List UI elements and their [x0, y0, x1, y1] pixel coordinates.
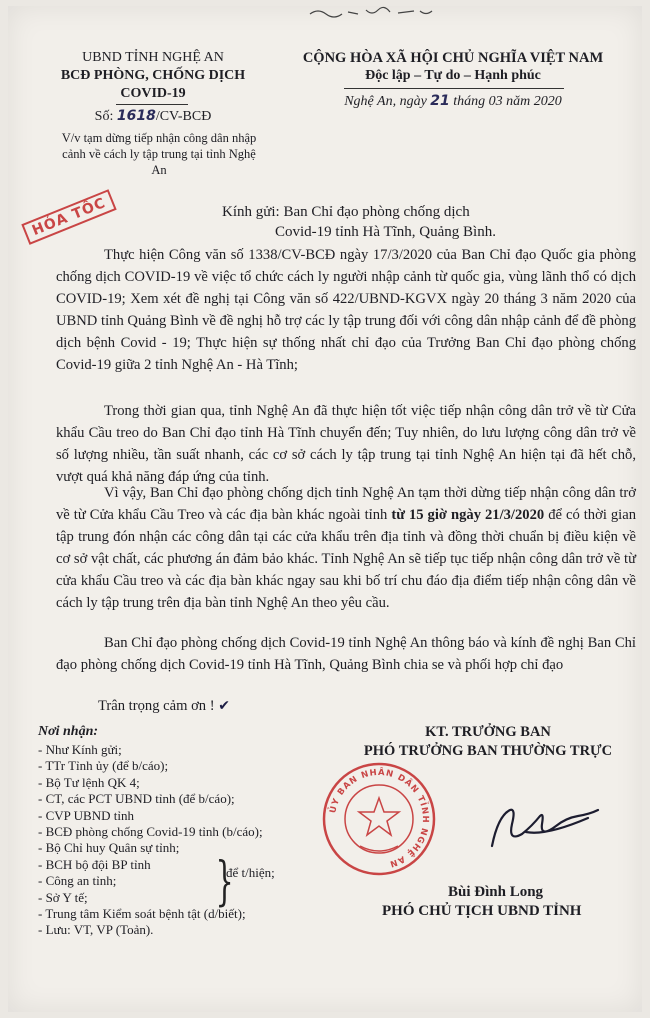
body-p3-text-b: để có thời gian tập trung đón nhận các công dân tại các cửa khẩu trên địa tỉnh và đồng thời chuẩn bị điều kiện về cơ sở vật chất, các phương án đảm bảo khác. Tỉnh Nghệ An sẽ tiếp tục tiếp nhận công dân trở về từ cửa khẩu Cầu treo và các địa bàn khác ngay sau khi bố trí chu đáo địa điểm tiếp nhận công dân về cách ly tập trung trên địa bàn tỉnh Nghệ An theo yêu cầu.	[56, 507, 636, 611]
list-item: - BCĐ phòng chống Covid-19 tỉnh (b/cáo);	[38, 824, 263, 840]
doc-no-suffix: /CV-BCĐ	[155, 109, 212, 124]
recipient-line-2: Covid-19 tỉnh Hà Tĩnh, Quảng Bình.	[275, 224, 496, 240]
recipients-title: Nơi nhận:	[38, 724, 99, 739]
grouped-action-label: để t/hiện;	[226, 865, 275, 880]
list-item: - Công an tỉnh;	[38, 873, 117, 889]
seal-text: ỦY BAN NHÂN DÂN TỈNH NGHỆ AN	[328, 767, 431, 869]
body-p2-text: Trong thời gian qua, tỉnh Nghệ An đã thực hiện tốt việc tiếp nhận công dân trở về từ Cửa khẩu Cầu treo do Ban Chỉ đạo tỉnh Hà Tĩnh chuyển đến; Tuy nhiên, do lưu lượng công dân trở về số lượng nhiều, tần suất nhanh, các cơ sở cách ly tập trung tại tỉnh Nghệ An hiện tại đã hết chỗ, vượt quá khả năng đáp ứng của tỉnh.	[56, 403, 636, 485]
body-p1-text: Thực hiện Công văn số 1338/CV-BCĐ ngày 17/3/2020 của Ban Chỉ đạo Quốc gia phòng chống dịch COVID-19 về việc tổ chức cách ly người nhập cảnh từ quốc gia, vùng lãnh thổ có dịch COVID-19; Xem xét đề nghị tại Công văn số 422/UBND-KGVX ngày 20 tháng 3 năm 2020 của UBND tỉnh Quảng Bình về đề nghị hỗ trợ các ly tập trung đối với công dân nhập cảnh để đề phòng dịch bệnh Covid - 19; Thực hiện sự thống nhất chỉ đạo của Trưởng Ban Chỉ đạo phòng chống Covid-19 giữa 2 tỉnh Nghệ An - Hà Tĩnh;	[56, 247, 636, 373]
body-paragraph-3	[56, 482, 636, 614]
body-paragraph-4	[56, 632, 636, 676]
org-underline	[116, 104, 188, 105]
recipient-line-1: Kính gửi: Ban Chỉ đạo phòng chống dịch	[222, 204, 470, 220]
handwritten-signature	[486, 798, 606, 858]
list-item: - Trung tâm Kiểm soát bệnh tật (d/biết);	[38, 906, 246, 922]
signer-name: Bùi Đình Long	[448, 884, 544, 900]
list-item: - BCH bộ đội BP tỉnh	[38, 856, 151, 872]
list-item: - Sở Y tế;	[38, 889, 88, 905]
date-suffix: tháng 03 năm 2020	[453, 94, 562, 109]
list-item: - CT, các PCT UBND tỉnh (để b/cáo);	[38, 791, 235, 807]
signature-title-1: KT. TRƯỞNG BAN	[425, 724, 551, 740]
national-motto: Độc lập – Tự do – Hạnh phúc	[365, 68, 541, 83]
closing-text: Trân trọng cảm ơn !	[98, 698, 215, 714]
signer-position: PHÓ CHỦ TỊCH UBND TỈNH	[382, 903, 582, 919]
urgent-stamp: HỎA TỐC	[21, 189, 116, 245]
body-paragraph-1	[56, 244, 636, 376]
org-line-3: COVID-19	[120, 86, 186, 101]
national-title: CỘNG HÒA XÃ HỘI CHỦ NGHĨA VIỆT NAM	[302, 50, 604, 66]
org-line-2: BCĐ PHÒNG, CHỐNG DỊCH	[60, 68, 246, 83]
document-page	[8, 6, 642, 1012]
list-item: - Lưu: VT, VP (Toản).	[38, 922, 154, 938]
signature-title-2: PHÓ TRƯỞNG BAN THƯỜNG TRỰC	[363, 743, 613, 759]
body-p3-deadline: từ 15 giờ ngày 21/3/2020	[391, 507, 545, 523]
date-prefix: Nghệ An, ngày	[344, 94, 427, 109]
document-date	[272, 93, 634, 110]
body-p4-text: Ban Chỉ đạo phòng chống dịch Covid-19 tỉnh Nghệ An thông báo và kính đề nghị Ban Chỉ đạo phòng chống dịch Covid-19 tỉnh Hà Tĩnh, Quảng Bình chia se và phối hợp chỉ đạo	[56, 635, 636, 673]
recipients-list	[38, 742, 328, 939]
date-day-handwritten: 21	[430, 93, 450, 109]
body-p3-text-a: Vì vậy, Ban Chỉ đạo phòng chống dịch tỉnh Nghệ An tạm thời dừng tiếp nhận công dân trở về từ Cửa khẩu Cầu Treo và các địa bàn khác ngoài tỉnh	[56, 485, 636, 523]
motto-underline	[344, 88, 564, 89]
brace-icon: }	[215, 852, 234, 912]
list-item: - CVP UBND tỉnh	[38, 807, 134, 823]
doc-no-prefix: Số:	[94, 109, 114, 124]
top-edge-handwriting	[308, 6, 448, 18]
document-number	[38, 108, 268, 125]
org-line-1: UBND TỈNH NGHỆ AN	[82, 50, 224, 65]
list-item: - Bộ Chỉ huy Quân sự tỉnh;	[38, 840, 180, 856]
checkmark-icon: ✔	[218, 698, 231, 714]
list-item: - TTr Tỉnh ủy (để b/cáo);	[38, 758, 169, 774]
closing-line	[98, 698, 230, 715]
document-subject: V/v tạm dừng tiếp nhận công dân nhập cảnh về cách ly tập trung tại tỉnh Nghệ An	[61, 131, 257, 177]
doc-no-handwritten: 1618	[116, 108, 156, 124]
list-item: - Như Kính gửi;	[38, 742, 122, 757]
list-item: - Bộ Tư lệnh QK 4;	[38, 774, 140, 790]
body-paragraph-2	[56, 400, 636, 488]
official-seal-icon	[320, 760, 438, 878]
